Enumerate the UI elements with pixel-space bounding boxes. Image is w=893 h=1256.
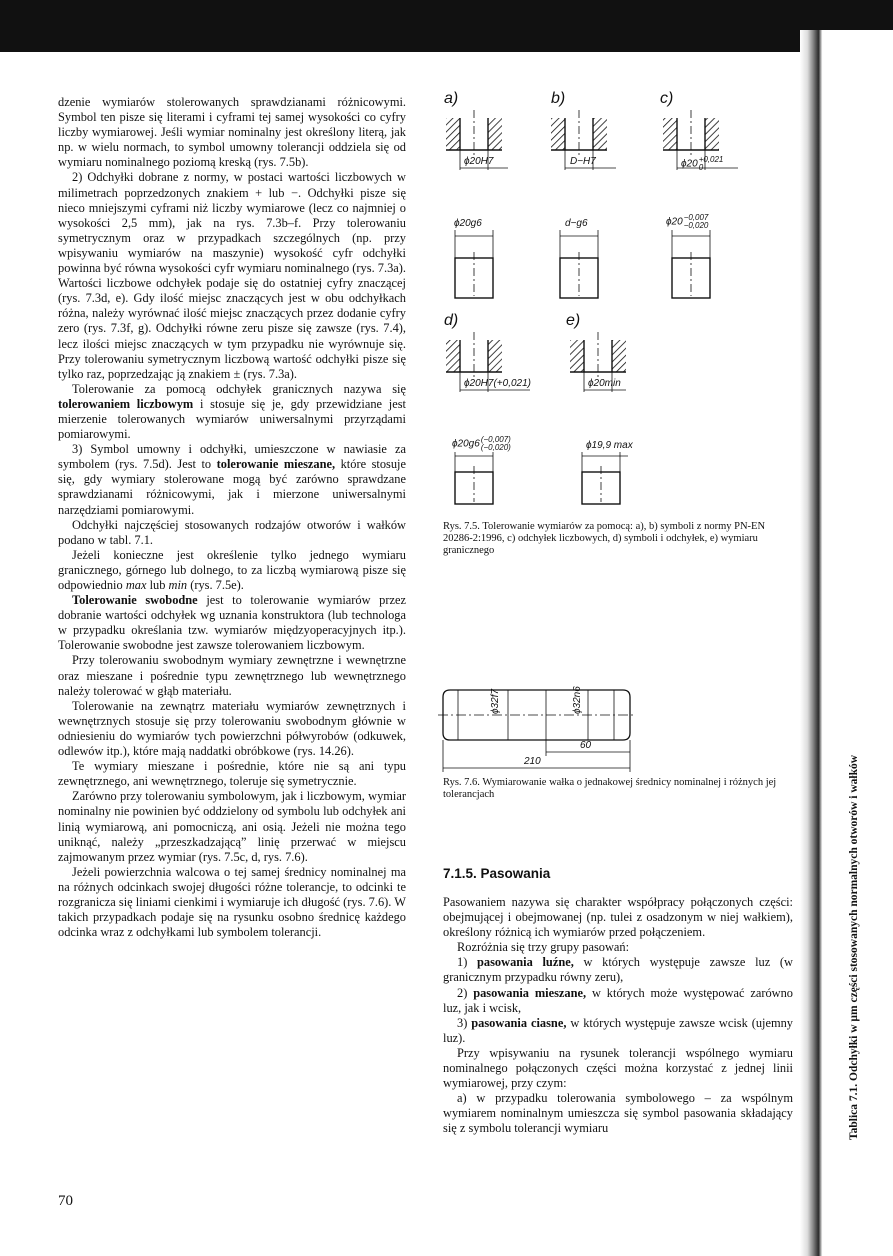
- shaft-c: [672, 230, 710, 298]
- list-item: 3) pasowania ciasne, w których występuje zawsze wcisk (ujemny luz).: [443, 1015, 794, 1045]
- dim-right-diameter: ϕ32n6: [572, 686, 583, 714]
- dim-shaft-e: ϕ19,9 max: [586, 440, 633, 451]
- right-text-column: [443, 895, 793, 1137]
- figure-7-5-drawing: [438, 90, 798, 520]
- page-number: 70: [58, 1193, 73, 1209]
- dim-hole-a: ϕ20H7: [464, 156, 494, 167]
- paragraph: Rozróżnia się trzy grupy pasowań:: [457, 940, 630, 955]
- dim-shaft-c: ϕ20 −0,007 −0,020: [666, 213, 709, 230]
- paragraph: Te wymiary mieszane i pośrednie, które nie są ani typu zewnętrznego, ani wewnętrznego, toleruje się symetrycznie.: [58, 759, 406, 789]
- paragraph: Odchyłki najczęściej stosowanych rodzajów otworów i wałków podano w tabl. 7.1.: [58, 517, 406, 547]
- list-item: 2) pasowania mieszane, w których może występować zarówno luz, jak i wcisk,: [443, 985, 793, 1015]
- label-b: b): [551, 90, 566, 107]
- paragraph: Zarówno przy tolerowaniu symbolowym, jak i liczbowym, wymiar nominalny nie powinien być oddzielony od symbolu lub odchyłek ani linią wymiarową, ani pomocniczą, ani osią. Jeżeli nie można tego uniknąć, należy „przeszkadzającą” linię przerwać w miejscu zajmowanym przez wymiar (rys. 7.5c, d, rys. 7.6).: [58, 789, 406, 864]
- list-item: 1) pasowania luźne, w których występuje zawsze luz (w granicznym przypadku równy zeru),: [443, 955, 793, 985]
- scan-top-border: [0, 0, 893, 52]
- paragraph: Jeżeli powierzchnia walcowa o tej samej średnicy nominalnej ma na różnych odcinkach swojej długości różne tolerancje, to odcinki te rozgranicza się liniami cienkimi i wymiaruje ich długość (rys. 7.6). W takich przypadkach podaje się na rysunku osobno średnicę każdego odcinka wraz z odchyłkami lub symbolem tolerancji.: [58, 864, 406, 940]
- paragraph: dzenie wymiarów stolerowanych sprawdzianami różnicowymi. Symbol ten pisze się literami i cyframi tej samej wysokości co cyfry liczby wymiarowej. Jeśli wymiar nominalny jest określony literą, jak np. w wielu normach, to symbol umowny tolerancji oddziela się od wymiaru nominalnego poziomą kreską (rys. 7.5b).: [58, 95, 406, 170]
- side-table-title: Tablica 7.1. Odchyłki w µm części stosowanych normalnych otworów i wałków: [848, 754, 860, 1140]
- page-edge-shadow: [800, 30, 893, 1256]
- paragraph: Jeżeli konieczne jest określenie tylko jednego wymiaru granicznego, górnego lub dolnego, to za liczbą wymiarową pisze się odpowiednio max lub min (rys. 7.5e).: [58, 547, 406, 592]
- paragraph: Przy tolerowaniu swobodnym wymiary zewnętrzne i wewnętrzne oraz mieszane i pośrednie typu zewnętrznego lub wewnętrznego należy tolerować w głąb materiału.: [58, 653, 406, 698]
- left-text-column: [58, 95, 406, 940]
- shaft-b: [560, 230, 598, 298]
- shaft-d: [455, 452, 493, 504]
- dim-shaft-b: d−g6: [565, 218, 588, 229]
- term-bold: tolerowaniem liczbowym: [58, 396, 194, 411]
- term-bold: tolerowanie mieszane,: [216, 457, 336, 472]
- shaft-a: [455, 230, 493, 298]
- section-heading: 7.1.5. Pasowania: [443, 866, 551, 881]
- paragraph: a) w przypadku tolerowania symbolowego – za wspólnym wymiarem nominalnym umieszcza się symbol pasowania składający się z symbolu tolerancji wymiaru: [443, 1091, 793, 1136]
- dim-length-60: 60: [580, 740, 592, 751]
- dim-shaft-d: ϕ20g6 (−0,007) (−0,020): [452, 435, 511, 452]
- label-e: e): [566, 312, 581, 329]
- dim-left-diameter: ϕ32f7: [490, 688, 501, 714]
- paragraph: Pasowaniem nazywa się charakter współpracy połączonych części: obejmującej i obejmowanej (np. tulei z osadzonym w niej wałkiem), określony różnicą ich wymiarów przed połączeniem.: [443, 895, 793, 940]
- dim-shaft-a: ϕ20g6: [454, 218, 482, 229]
- figure-7-6-caption: Rys. 7.6. Wymiarowanie wałka o jednakowej średnicy nominalnej i różnych jej tolerancjach: [443, 777, 777, 800]
- figure-7-5-caption: Rys. 7.5. Tolerowanie wymiarów za pomocą: a), b) symboli z normy PN-EN 20286-2:1996, c) odchyłek liczbowych, d) symboli i odchyłek, e) wymiaru granicznego: [443, 521, 766, 556]
- label-c: c): [660, 90, 674, 107]
- paragraph: Przy wpisywaniu na rysunek tolerancji wspólnego wymiaru nominalnego połączonych części można korzystać z jednej linii wymiarowej, przy czym:: [443, 1045, 793, 1091]
- dim-hole-c: ϕ20 +0,021 0: [681, 155, 724, 172]
- figure-7-6: [438, 680, 798, 780]
- term-bold: Tolerowanie swobodne: [72, 593, 198, 608]
- dim-hole-d: ϕ20H7(+0,021): [464, 378, 531, 389]
- figure-7-5: [438, 90, 798, 520]
- dim-length-210: 210: [524, 756, 541, 767]
- label-a: a): [444, 90, 459, 107]
- paragraph: Tolerowanie swobodne jest to tolerowanie wymiarów przez dobranie wartości odchyłek wg uznania konstruktora (lub technologa w przypadku określania tzw. wymiarów międzyoperacyjnych itp.). Tolerowanie swobodne jest zawsze tolerowaniem liczbowym.: [58, 593, 406, 653]
- dim-hole-b: D−H7: [570, 156, 596, 167]
- shaft-e: [582, 452, 628, 504]
- dim-hole-e: ϕ20min: [588, 378, 621, 389]
- paragraph: 3) Symbol umowny i odchyłki, umieszczone w nawiasie za symbolem (rys. 7.5d). Jest to tolerowanie mieszane, które stosuje się, gdy wymiary stolerowane mogą być zarówno sprawdzane sprawdzianami różnicowymi, jak i mierzone uniwersalnymi narzędziami pomiarowymi.: [58, 442, 406, 517]
- paragraph: Tolerowanie na zewnątrz materiału wymiarów zewnętrznych i wewnętrznych stosuje się przy tolerowaniu swobodnym głównie w odniesieniu do wymiarów tych powierzchni półwyrobów (odkuwek, odlewów itp.), które mają naddatki obróbkowe (rys. 14.26).: [58, 698, 406, 759]
- paragraph: Tolerowanie za pomocą odchyłek granicznych nazywa się tolerowaniem liczbowym i stosuje się je, gdy przewidziane jest mierzenie tolerowanych wymiarów uniwersalnymi przyrządami pomiarowymi.: [58, 381, 406, 442]
- label-d: d): [444, 312, 459, 329]
- paragraph: 2) Odchyłki dobrane z normy, w postaci wartości liczbowych w milimetrach poprzedzonych znakiem + lub −. Odchyłki pisze się nieco mniejszymi cyframi niż liczby wymiarowe (lecz co najmniej o wysokości 2,5 mm), jak na rys. 7.3b–f. Przy tolerowaniu symetrycznym oraz w przypadkach szczególnych (np. przy wpisywaniu wymiarów na maszynie) wysokość cyfr odchyłki powinna być równa wysokości cyfr wymiaru nominalnego (rys. 7.3a). Wartości liczbowe odchyłek podaje się do ostatniej cyfry znaczącej (rys. 7.3d, e). Gdy ilość miejsc znaczących jest w obu odchyłkach różna, należy wyrównać ilość miejsc znaczących przez dodanie cyfry zero (rys. 7.3f, g). Odchyłki równe zeru pisze się zawsze (rys. 7.4), lecz ilości miejsc znaczących w tym przypadku nie wyrównuje się. Przy tolerowaniu symetrycznym liczbową wartość odchyłki pisze się tylko raz, poprzedzając ją znakiem ± (rys. 7.3a).: [58, 170, 406, 381]
